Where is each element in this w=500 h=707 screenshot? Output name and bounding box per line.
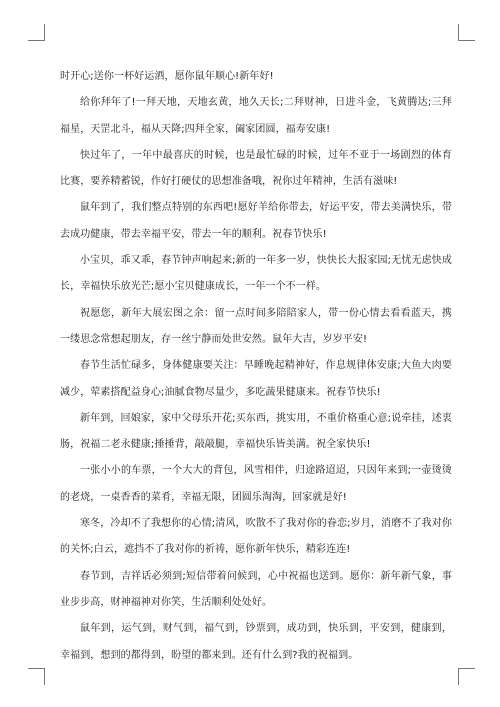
paragraph: 春节到，吉祥话必须到;短信带着问候到，心中祝福也送到。愿你：新年新气象，事业步步高，财神福神对你笑，生活顺利处处好。 [60,570,452,608]
paragraph: 给你拜年了!一拜天地，天地玄黄，地久天长;二拜财神，日进斗金，飞黄腾达;三拜福星，天罡北斗，福从天降;四拜全家，阖家团圆，福寿安康! [60,97,452,135]
paragraph: 一张小小的车票，一个大大的背包，风雪相伴，归途路迢迢，只因年来到;一壶烫烫的老烧，一桌香香的菜肴，幸福无限，团圆乐淘淘，回家就是好! [60,465,452,503]
paragraph: 小宝贝，乖又乖，春节钟声响起来;新的一年多一岁，快快长大报家园;无忧无虑快成长，幸福快乐放光芒;愿小宝贝健康成长，一年一个不一样。 [60,255,452,293]
paragraph: 祝愿您，新年大展宏图之余：留一点时间多陪陪家人，带一份心情去看看蓝天，携一缕思念常想起朋友，存一丝宁静而处世安然。鼠年大吉，岁岁平安! [60,307,452,345]
paragraph: 鼠年到，运气到，财气到，福气到，钞票到，成功到，快乐到，平安到，健康到，幸福到，想到的都得到，盼望的都来到。还有什么到?我的祝福到。 [60,623,452,661]
crop-mark-bottom-right [458,668,475,685]
paragraph: 鼠年到了，我们整点特别的东西吧!愿好羊给你带去，好运平安，带去美满快乐，带去成功健康，带去幸福平安，带去一年的顺利。祝春节快乐! [60,202,452,240]
paragraph: 寒冬，冷却不了我想你的心情;清风，吹散不了我对你的眷恋;岁月，消磨不了我对你的关怀;白云，遮挡不了我对你的祈祷，愿你新年快乐，精彩连连! [60,518,452,556]
crop-mark-bottom-left [28,668,45,685]
paragraph: 时开心;送你一杯好运酒，愿你鼠年顺心!新年好! [60,71,274,82]
crop-mark-top-left [28,24,45,41]
paragraph: 新年到，回娘家，家中父母乐开花;买东西，挑实用，不重价格重心意;说牵挂，述衷肠，祝福二老永健康;捶捶背，敲敲腿，幸福快乐皆美满。祝全家快乐! [60,412,452,451]
crop-mark-top-right [458,24,475,41]
paragraph: 快过年了，一年中最喜庆的时候，也是最忙碌的时候，过年不亚于一场剧烈的体育比赛，要养精蓄锐，作好打硬仗的思想准备哦，祝你过年精神，生活有滋味! [60,149,452,188]
document-body [60,64,452,669]
paragraph: 春节生活忙碌多，身体健康要关注：早睡晚起精神好，作息规律体安康;大鱼大肉要减少，荤素搭配益身心;油腻食物尽量少，多吃蔬果健康来。祝春节快乐! [60,360,452,398]
